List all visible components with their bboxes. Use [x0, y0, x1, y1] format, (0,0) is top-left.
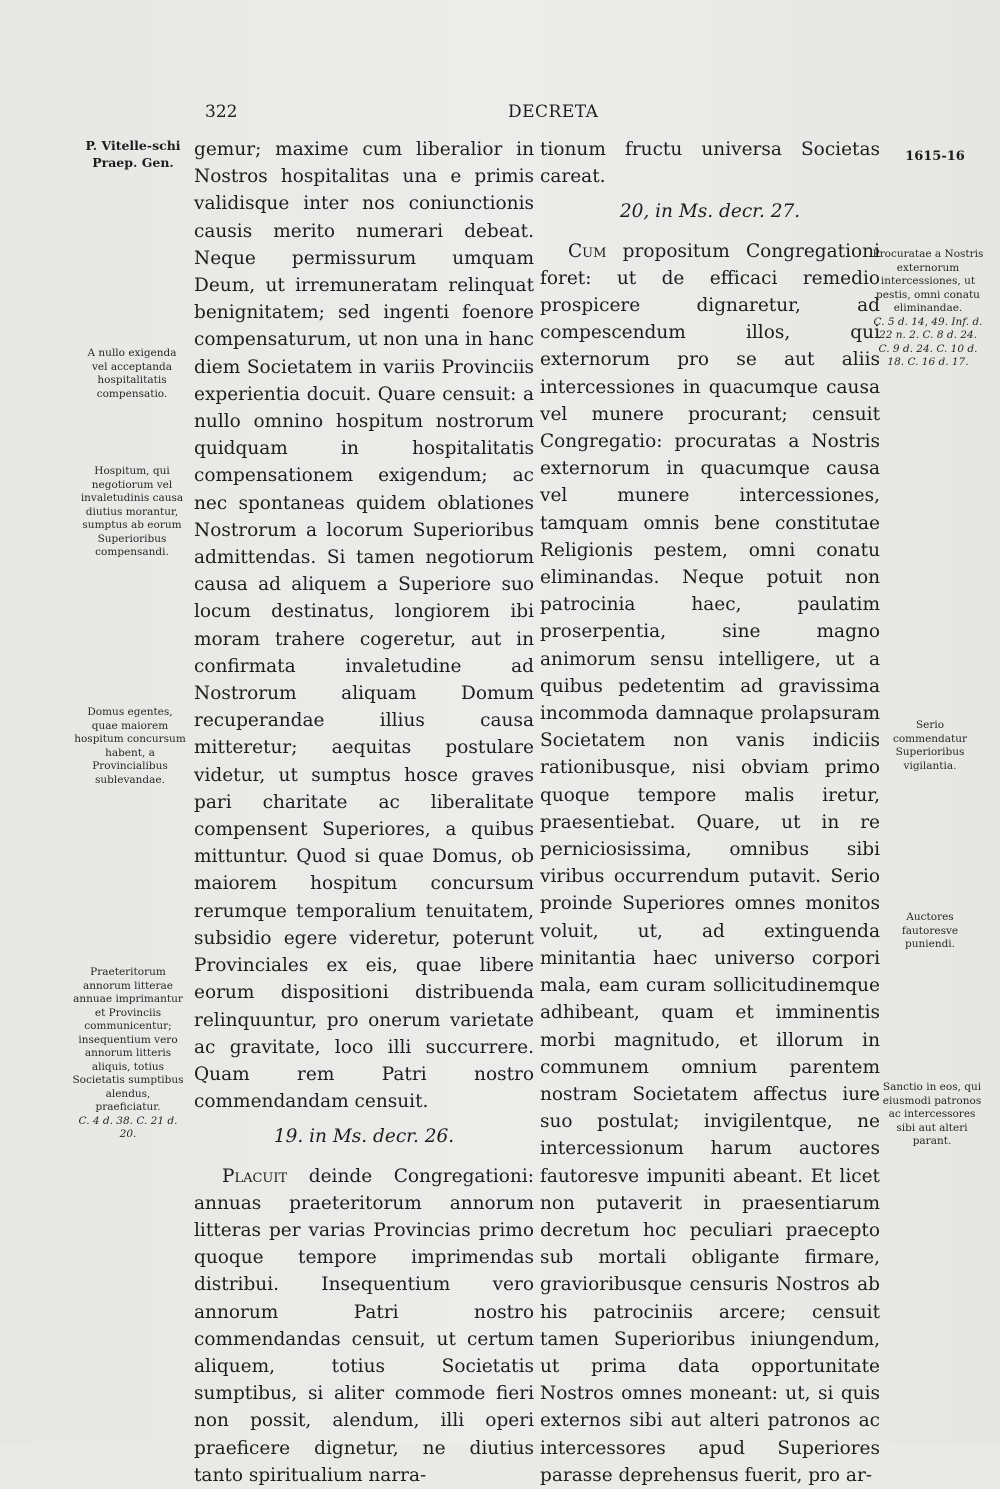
- right-note-1: [872, 248, 984, 370]
- right-note-1-cite: C. 5 d. 14, 49. Inf. d. 22 n. 2. C. 8 d. 24. C. 9 d. 24. C. 10 d. 18. C. 16 d. 17.: [873, 315, 983, 368]
- col1-paragraph-2: [194, 1163, 534, 1489]
- right-note-4-text: Sanctio in eos, qui eiusmodi patronos ac intercessores sibi aut alteri parant.: [882, 1081, 982, 1147]
- text-column-right: [540, 136, 880, 1489]
- right-note-1-text: Procuratae a Nostris externorum intercessiones, ut pestis, omni conatu eliminandae.: [872, 248, 984, 314]
- page-number: 322: [205, 102, 238, 122]
- col1-paragraph-1: gemur; maxime cum liberalior in Nostros hospitalitas una e primis validisque inter nos coniunctionis causis merito numerari debeat. Neque permissurum umquam Deum, ut irremuneratam relinquat benignitatem; sed ingenti foenore compensaturum, ut non una in hanc diem Societatem in variis Provinciis experientia docuit. Quare censuit: a nullo omnino hospitum nostrorum quidquam in hospitalitatis compensationem exigendum; ac nec spontaneas quidem oblationes Nostrorum a locorum Superioribus admittendas. Si tamen negotiorum causa ad aliquem a Superiore suo locum destinatus, longiorem ibi moram trahere cogeretur, aut in confirmata invaletudine ad Nostrorum aliquam Domum recuperandae illius causa mitteretur; aequitas postulare videtur, ut sumptus hosce graves pari charitate ac liberalitate compensent Superiores, a quibus mittuntur. Quod si quae Domus, ob maiorem hospitum concursum rerumque temporalium tenuitatem, subsidio egere videretur, poterunt Provinciales ex eis, quae libere eorum dispositioni distribuenda relinquuntur, pro onerum varietate ac gravitate, loco illi succurrere. Quam rem Patri nostro commendandam censuit.: [194, 139, 534, 1113]
- col2-paragraph-2: [540, 238, 880, 1489]
- col1-paragraph-2-lead: Placuit: [222, 1165, 288, 1187]
- col2-paragraph-2-body: propositum Congregationi foret: ut de efficaci remedio prospicere dignaretur, ad compescendum illos, qui externorum pro se aut aliis intercessiones in quacumque causa vel munere procurant; censuit Congregatio: procuratas a Nostris externorum in quacumque causa vel munere intercessiones, tamquam omnis bene constitutae Religionis pestem, omni conatu eliminandas. Neque potuit non patrocinia haec, paulatim proserpentia, sine magno animorum sensu intelligere, ut a quibus pedetentim ad gravissima incommoda damnaque prolapsuram Societatem non vanis indiciis rationibusque, nisi obviam primo quoque tempore malis iretur, praesentiebat. Quare, ut in re perniciosissima, omnibus sibi viribus occurrendum putavit. Serio proinde Superiores omnes monitos voluit, ut, ad extinguenda minitantia haec universo corpori mala, eam curam sollicitudinemque adhibeant, quam et imminentis morbi magnitudo, et illorum in communem omnium parentem nostram Societatem affectus iure suo postulat; invigilentque, ne intercessionum harum auctores fautoresve impuniti abeant. Et licet non putaverit in praesentiarum decretum hoc peculiari praecepto sub mortali obligante firmare, gravioribusque censuris Nostros ab his patrociniis arcere; censuit tamen Superioribus iniungendum, ut prima data opportunitate Nostros omnes moneant: ut, si quis externos sibi aut alteri patronos ac intercessores apud Superiores parasse deprehensus fuerit, pro ar-: [540, 240, 880, 1486]
- text-column-left: [194, 136, 534, 1489]
- right-note-3: [880, 911, 980, 952]
- right-note-3-text: Auctores fautoresve puniendi.: [901, 911, 959, 950]
- left-note-3: [74, 706, 186, 787]
- col2-decree-heading: 20, in Ms. decr. 27.: [619, 201, 801, 223]
- left-note-4: [72, 966, 184, 1142]
- right-marginal-head: 1615-16: [905, 149, 965, 164]
- right-note-2: [880, 719, 980, 773]
- col1-decree-heading: 19. in Ms. decr. 26.: [273, 1126, 455, 1148]
- left-note-2: [80, 465, 184, 560]
- running-title: DECRETA: [508, 102, 599, 122]
- left-marginal-head: P. Vitelle-schi Praep. Gen.: [85, 138, 181, 170]
- left-note-4-text: Praeteritorum annorum litterae annuae imprimantur et Provinciis communicentur; insequentium vero annorum litteris aliquis, totius Societatis sumptibus alendus, praeficiatur.: [72, 966, 184, 1113]
- left-note-3-text: Domus egentes, quae maiorem hospitum concursum habent, a Provincialibus sublevandae.: [74, 706, 186, 786]
- left-note-2-text: Hospitum, qui negotiorum vel invaletudinis causa diutius morantur, sumptus ab eorum Superioribus compensandi.: [80, 465, 184, 558]
- col2-paragraph-1: tionum fructu universa Societas careat.: [540, 139, 880, 188]
- left-note-1-text: A nullo exigenda vel acceptanda hospitalitatis compensatio.: [87, 347, 177, 400]
- right-note-4: [878, 1081, 986, 1149]
- col2-paragraph-2-lead: Cum: [568, 240, 607, 262]
- page-header: [0, 102, 1000, 132]
- right-note-2-text: Serio commendatur Superioribus vigilantia.: [892, 719, 968, 772]
- col1-paragraph-2-body: deinde Congregationi: annuas praeteritorum annorum litteras per varias Provincias primo quoque tempore imprimendas distribui. Insequentium vero annorum Patri nostro commendandas censuit, ut certum aliquem, totius Societatis sumptibus, si aliter commode fieri non possit, alendum, illi operi praeficere dignetur, ne diutius tanto spiritualium narra-: [194, 1165, 534, 1486]
- left-note-1: [80, 347, 184, 401]
- left-note-4-cite: C. 4 d. 38. C. 21 d. 20.: [78, 1114, 178, 1140]
